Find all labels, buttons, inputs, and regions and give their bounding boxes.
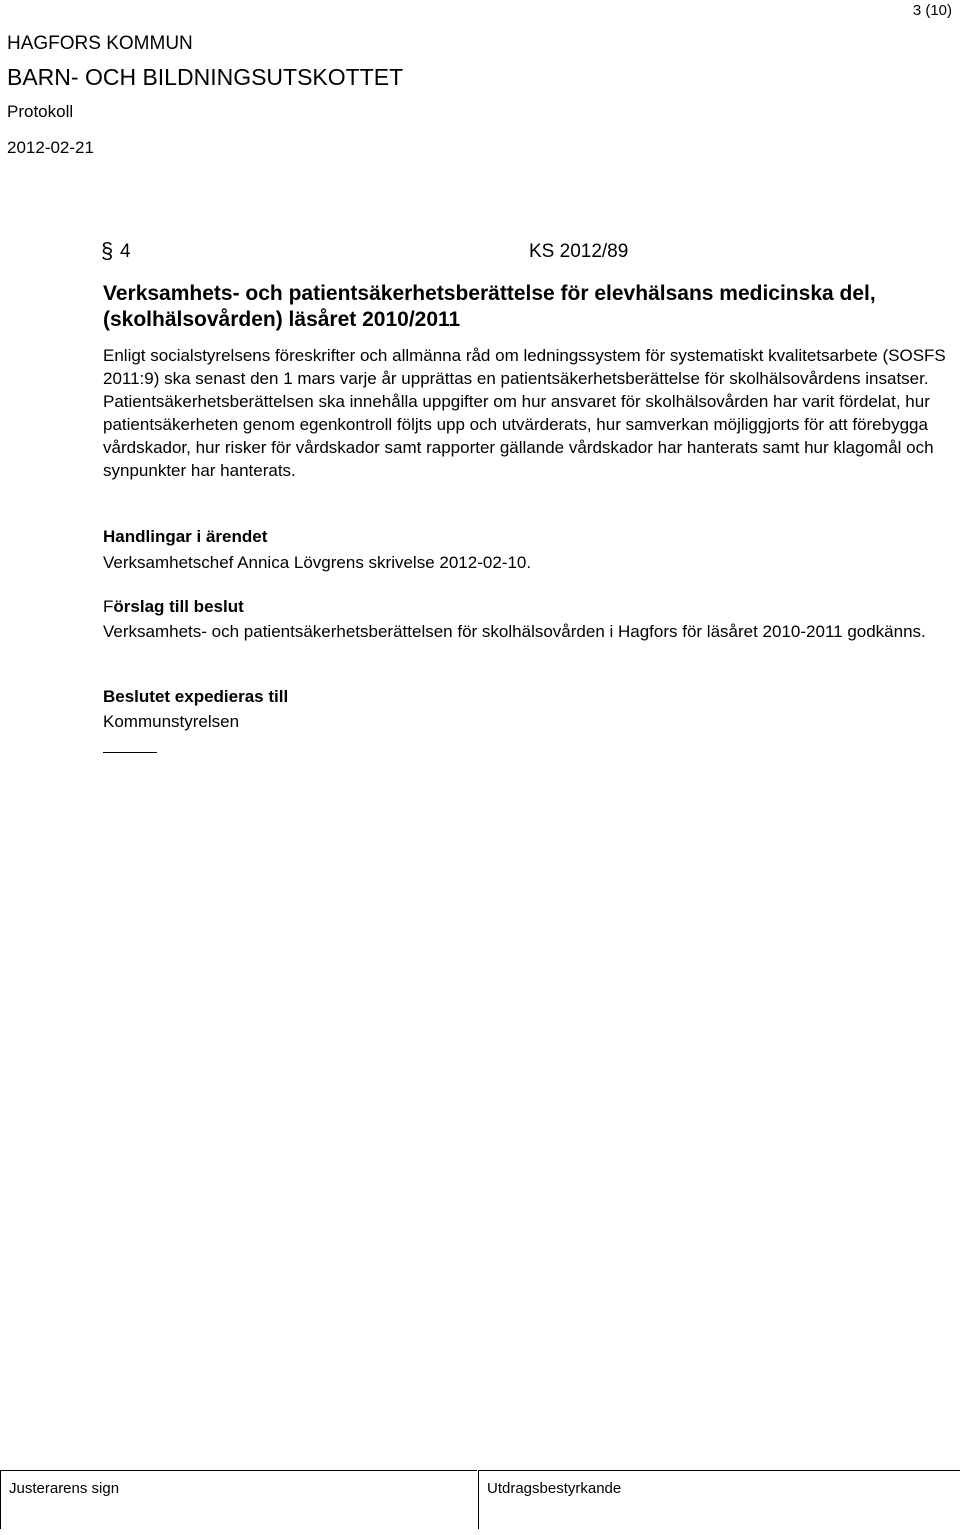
recipients-heading: Beslutet expedieras till (103, 687, 289, 706)
end-rule (103, 752, 157, 753)
case-number: KS 2012/89 (529, 241, 629, 262)
extract-certification-label: Utdragsbestyrkande (487, 1480, 622, 1497)
documents-text: Verksamhetschef Annica Lövgrens skrivelse 2012-02-10. (103, 553, 532, 572)
page-number: 3 (10) (912, 2, 952, 19)
committee-name: BARN- OCH BILDNINGSUTSKOTTET (7, 64, 404, 90)
document-type: Protokoll (7, 102, 74, 121)
meeting-date: 2012-02-21 (7, 138, 94, 157)
documents-heading: Handlingar i ärendet (103, 527, 268, 546)
section-symbol: § (101, 238, 114, 263)
item-number: 4 (120, 241, 131, 262)
proposal-heading-rest: örslag till beslut (113, 597, 244, 616)
extract-certification-box (478, 1470, 960, 1529)
adjuster-signature-label: Justerarens sign (9, 1480, 120, 1497)
item-title: Verksamhets- och patientsäkerhetsberättelse för elevhälsans medicinska del, (skolhälsovården) läsåret 2010/2011 (103, 282, 876, 331)
item-body: Enligt socialstyrelsens föreskrifter och allmänna råd om ledningssystem för systematiskt kvalitetsarbete (SOSFS 2011:9) ska senast den 1 mars varje år upprättas en patientsäkerhetsberättelse för skolhälsovårdens insatser. Patientsäkerhetsberättelsen ska innehålla uppgifter om hur ansvaret för skolhälsovården har varit fördelat, hur patientsäkerheten genom egenkontroll följts upp och utvärderats, hur samverkan möjliggjorts för att förebygga vårdskador, hur risker för vårdskador samt rapporter gällande vårdskador har hanterats samt hur klagomål och synpunkter har hanterats. (103, 346, 946, 480)
proposal-heading-first-letter: F (103, 597, 114, 616)
recipients-text: Kommunstyrelsen (103, 712, 240, 731)
footer (0, 1470, 960, 1530)
organization-name: HAGFORS KOMMUN (7, 33, 193, 54)
adjuster-signature-box (0, 1470, 477, 1529)
proposal-text: Verksamhets- och patientsäkerhetsberättelsen för skolhälsovården i Hagfors för läsåret 2010-2011 godkänns. (103, 622, 926, 641)
proposal-heading (103, 597, 244, 617)
